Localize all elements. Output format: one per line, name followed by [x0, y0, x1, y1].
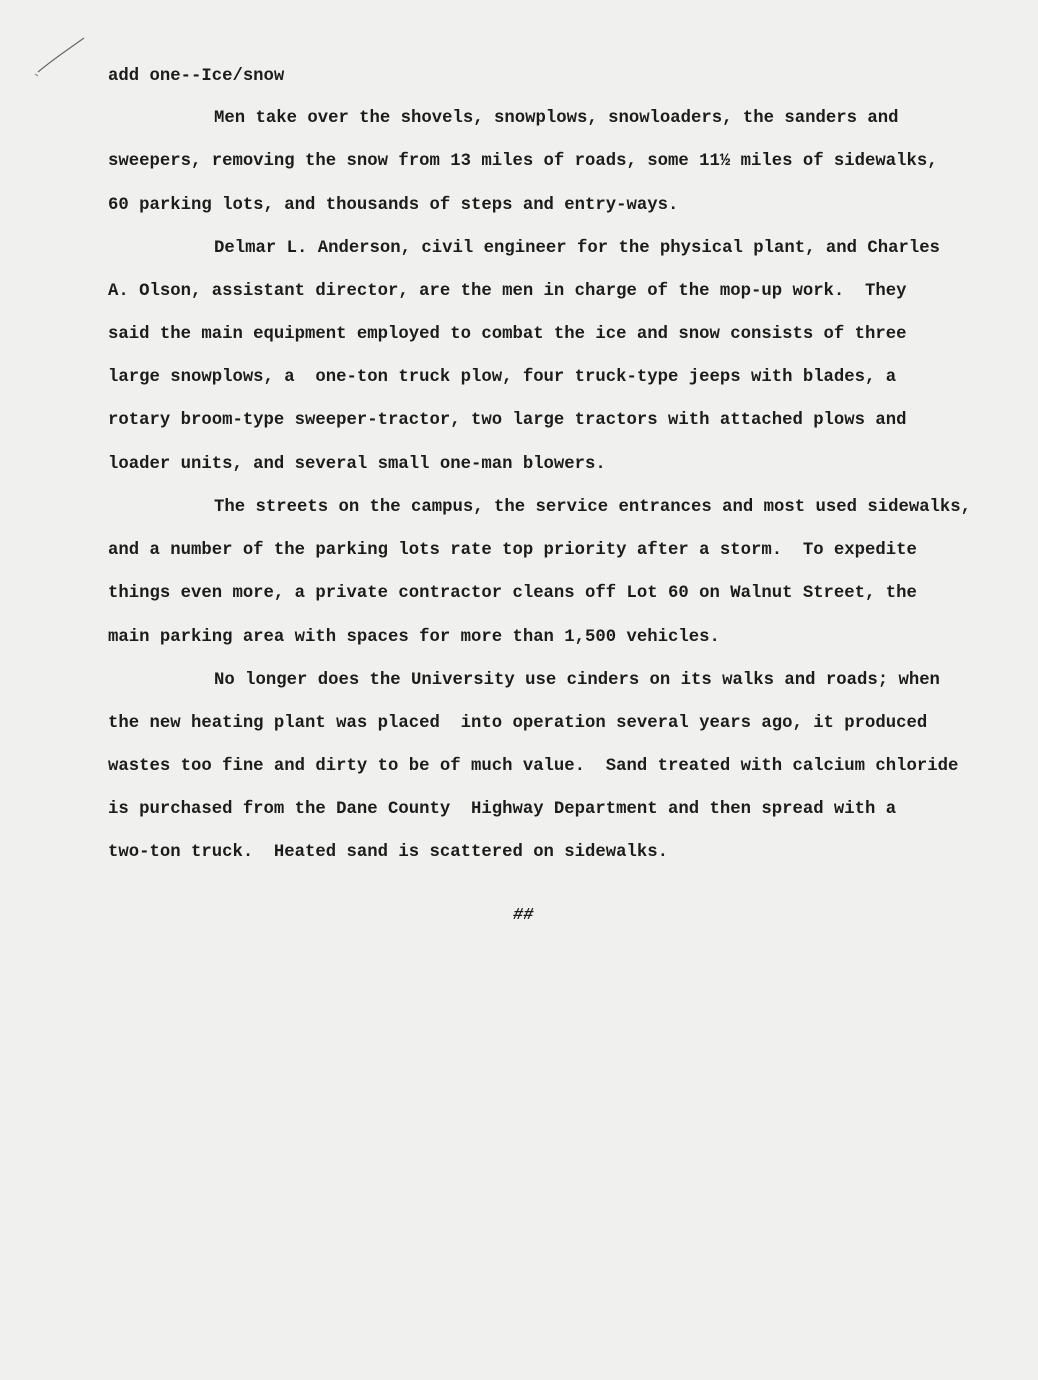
- pen-stroke-icon: [30, 34, 90, 84]
- text-line: main parking area with spaces for more than 1,500 vehicles.: [108, 628, 720, 647]
- text-line: things even more, a private contractor cleans off Lot 60 on Walnut Street, the: [108, 584, 917, 603]
- text-line: is purchased from the Dane County Highway Department and then spread with a: [108, 800, 897, 819]
- text-line: sweepers, removing the snow from 13 miles of roads, some 11½ miles of sidewalks,: [108, 152, 938, 171]
- text-line: 60 parking lots, and thousands of steps and entry-ways.: [108, 196, 679, 215]
- text-line: Delmar L. Anderson, civil engineer for the physical plant, and Charles: [214, 239, 940, 258]
- text-line: and a number of the parking lots rate top priority after a storm. To expedite: [108, 541, 917, 560]
- page-header: add one--Ice/snow: [108, 67, 285, 86]
- text-line: The streets on the campus, the service entrances and most used sidewalks,: [214, 498, 972, 517]
- text-line: No longer does the University use cinders on its walks and roads; when: [214, 671, 940, 690]
- text-line: large snowplows, a one-ton truck plow, four truck-type jeeps with blades, a: [108, 368, 897, 387]
- end-of-release-mark: ##: [513, 906, 534, 925]
- text-line: loader units, and several small one-man blowers.: [108, 455, 606, 474]
- text-line: Men take over the shovels, snowplows, snowloaders, the sanders and: [214, 109, 899, 128]
- text-line: rotary broom-type sweeper-tractor, two large tractors with attached plows and: [108, 411, 907, 430]
- text-line: A. Olson, assistant director, are the men in charge of the mop-up work. They: [108, 282, 907, 301]
- text-line: the new heating plant was placed into operation several years ago, it produced: [108, 714, 928, 733]
- text-line: said the main equipment employed to combat the ice and snow consists of three: [108, 325, 907, 344]
- text-line: wastes too fine and dirty to be of much value. Sand treated with calcium chloride: [108, 757, 959, 776]
- text-line: two-ton truck. Heated sand is scattered on sidewalks.: [108, 843, 669, 862]
